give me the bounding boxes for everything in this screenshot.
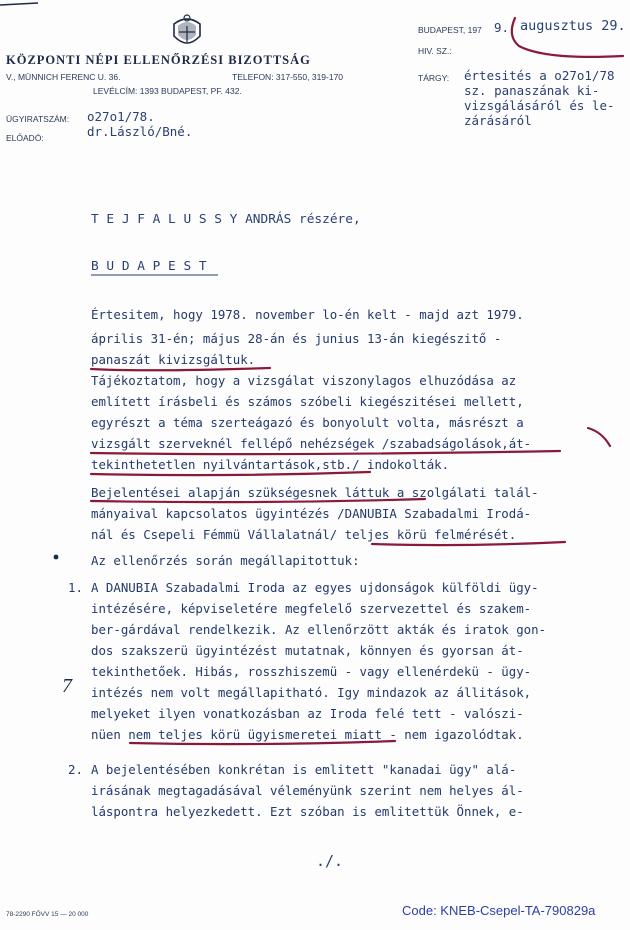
paragraph1-line: Értesitem, hogy 1978. november lo-én kelt - majd azt 1979.	[91, 307, 524, 322]
paragraph2-line: egyrészt a téma szerteágazó és bonyolult volta, másrészt a	[91, 415, 524, 430]
paragraph3-line: nál és Csepeli Fémmü Vállalatnál/ teljes körü felmérését.	[91, 527, 517, 542]
clerk-value: dr.László/Bné.	[87, 124, 193, 139]
paragraph3-line: Bejelentései alapján szükségesnek láttuk a szolgálati talál-	[91, 485, 539, 500]
paragraph1-line: panaszát kivizsgáltuk.	[91, 352, 256, 367]
paragraph2-line: tekinthetetlen nyilvántartások,stb./ indokolták.	[91, 457, 450, 472]
hiv-label: HIV. SZ.:	[418, 46, 452, 56]
point2-number: 2.	[68, 762, 83, 777]
point1-line: dos szakszerü ügyintézést mutatnak, könnyen és gyorsan át-	[91, 643, 524, 658]
clerk-label: ELŐADÓ:	[6, 133, 44, 143]
addressee-city: B U D A P E S T	[91, 259, 207, 274]
paragraph3-line: mányaival kapcsolatos ügyintézés /DANUBIA Szabadalmi Irodá-	[91, 506, 532, 521]
ink-underline	[130, 741, 395, 744]
reference-label: ÜGYIRATSZÁM:	[6, 114, 70, 124]
point1-line: A DANUBIA Szabadalmi Iroda az egyes ujdonságok külföldi ügy-	[91, 580, 539, 595]
point1-line: tekinthetőek. Hibás, rosszhiszemü - vagy ellenérdekü - ügy-	[91, 664, 532, 679]
subject-line-1: értesités a o27o1/78	[464, 68, 615, 83]
point2-line: láspontra helyezkedett. Ezt szóban is emlitettük Önnek, e-	[91, 804, 524, 819]
paragraph2-line: Tájékoztatom, hogy a vizsgálat viszonylagos elhuzódása az	[91, 373, 517, 388]
point1-number: 1.	[68, 580, 83, 595]
place-date-label: BUDAPEST, 197	[418, 25, 482, 35]
point2-line: irásának megtagadásával véleményünk szerint nem helyes ál-	[91, 783, 524, 798]
ink-underline	[91, 499, 425, 502]
point1-line: nüen nem teljes körü ügyismeretei miatt - nem igazolódtak.	[91, 727, 524, 742]
point2-line: A bejelentésében konkrétan is emlitett "kanadai ügy" alá-	[91, 762, 517, 777]
form-code: 78-2290 FŐVV 15 — 20 000	[6, 911, 89, 918]
point1-line: intézésére, képviseletére megfelelő szervezettel és szakem-	[91, 601, 532, 616]
organization-name: KÖZPONTI NÉPI ELLENŐRZÉSI BIZOTTSÁG	[6, 53, 311, 67]
addressee-name: T E J F A L U S S Y ANDRÁS részére,	[91, 212, 361, 227]
margin-handwritten-mark: 7	[62, 675, 72, 697]
paragraph2-line: vizsgált szerveknél fellépő nehézségek /szabadságolások,át-	[91, 436, 532, 451]
address: V., MÜNNICH FERENC U. 36.	[6, 72, 121, 82]
archive-code: Code: KNEB-Csepel-TA-790829a	[402, 903, 596, 918]
subject-line-2: sz. panaszának ki-	[464, 83, 600, 98]
continuation-mark: ./.	[316, 852, 344, 870]
subject-line-4: zárásáról	[464, 113, 532, 128]
findings-intro: Az ellenőrzés során megállapitottuk:	[91, 553, 360, 568]
postal-address: LEVÉLCÍM: 1393 BUDAPEST, PF. 432.	[93, 86, 242, 96]
subject-line-3: vizsgálásáról és le-	[464, 98, 615, 113]
reference-value: o27o1/78.	[87, 109, 155, 124]
point1-line: intézés nem volt megállapitható. Igy mindazok az állitások,	[91, 685, 532, 700]
paragraph2-line: említett írásbeli és számos szóbeli kiegészitései mellett,	[91, 394, 524, 409]
ink-underline	[91, 451, 560, 454]
paragraph1-line: április 31-én; május 28-án és junius 13-án kiegészitő -	[91, 331, 502, 346]
date-value: augusztus 29.	[520, 18, 626, 34]
ink-underline	[91, 368, 270, 370]
year-digit: 9.	[494, 20, 510, 35]
point1-line: ber-gárdával rendelkezik. Az ellenőrzött akták és iratok gon-	[91, 622, 547, 637]
point1-line: melyeket ilyen vonatkozásban az Iroda felé tett - valószi-	[91, 706, 524, 721]
ink-underline	[91, 472, 370, 475]
ink-underline	[588, 428, 610, 446]
ink-underline	[372, 542, 565, 545]
telephone: TELEFON: 317-550, 319-170	[232, 72, 344, 82]
subject-label: TÁRGY:	[418, 73, 450, 83]
